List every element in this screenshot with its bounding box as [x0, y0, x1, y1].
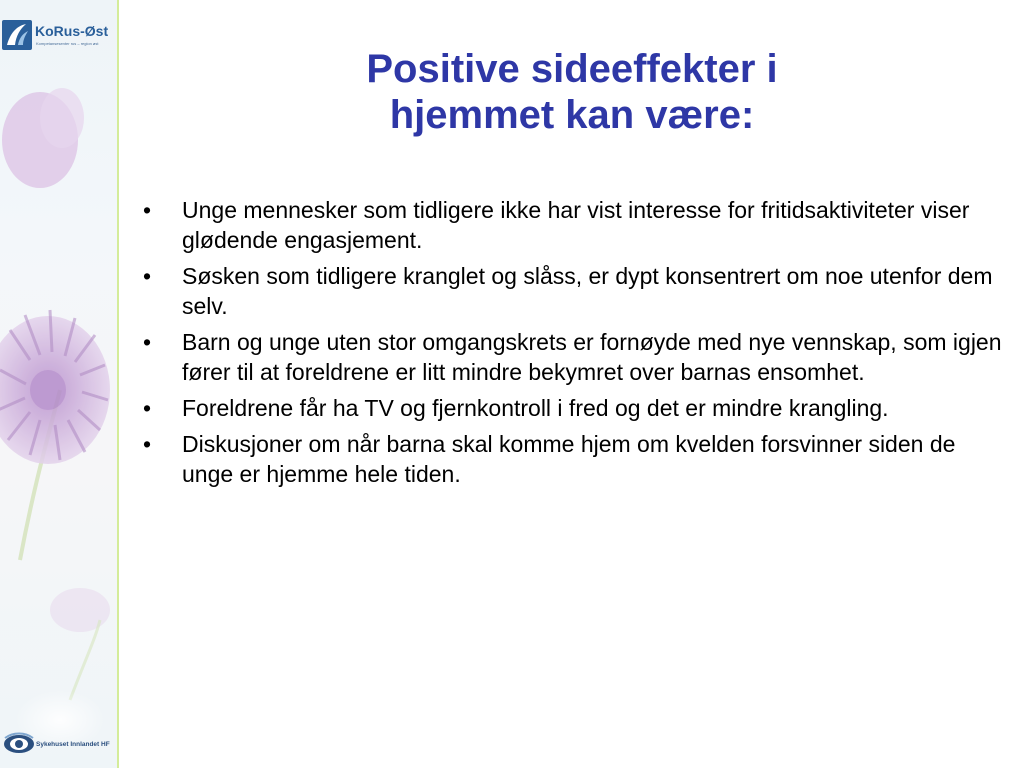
bullet-text: Søsken som tidligere kranglet og slåss, er dypt konsentrert om noe utenfor dem selv. — [182, 263, 993, 319]
bullet-text: Barn og unge uten stor omgangskrets er fornøyde med nye vennskap, som igjen fører til at foreldrene er litt mindre bekymret over barnas ensomhet. — [182, 329, 1002, 385]
bullet-text: Unge mennesker som tidligere ikke har vist interesse for fritidsaktiviteter viser glødende engasjement. — [182, 197, 970, 253]
flower-decoration — [0, 0, 117, 768]
bullet-item — [141, 261, 1009, 321]
korus-logo-tagline: Kompetansesenter rus – region øst — [36, 41, 99, 46]
korus-logo-icon — [2, 20, 32, 50]
decorative-side-panel — [0, 0, 117, 768]
bullet-item — [141, 327, 1009, 387]
bullet-text: Diskusjoner om når barna skal komme hjem om kvelden forsvinner siden de unge er hjemme hele tiden. — [182, 431, 956, 487]
bullet-marker: • — [143, 263, 152, 289]
slide-title — [130, 46, 1014, 138]
bullet-marker: • — [143, 431, 152, 457]
bullet-item — [141, 393, 1009, 423]
slide-title-line-1: Positive sideeffekter i — [366, 47, 778, 91]
bullet-marker: • — [143, 197, 152, 223]
sykehuset-logo-icon — [3, 730, 35, 756]
lower-bud — [50, 588, 110, 632]
side-divider — [117, 0, 119, 768]
bullet-item — [141, 195, 1009, 255]
bullet-item — [141, 429, 1009, 489]
korus-logo-name: KoRus-Øst — [35, 23, 109, 39]
sykehuset-logo-name: Sykehuset Innlandet HF — [36, 741, 110, 748]
bullet-text: Foreldrene får ha TV og fjernkontroll i fred og det er mindre krangling. — [182, 395, 889, 421]
sykehuset-logo — [3, 730, 117, 760]
main-flower — [0, 310, 110, 464]
bullet-marker: • — [143, 329, 152, 355]
slide-title-line-2: hjemmet kan være: — [389, 93, 755, 137]
korus-logo — [2, 20, 117, 56]
bullet-marker: • — [143, 395, 152, 421]
bullet-list — [141, 195, 1009, 495]
